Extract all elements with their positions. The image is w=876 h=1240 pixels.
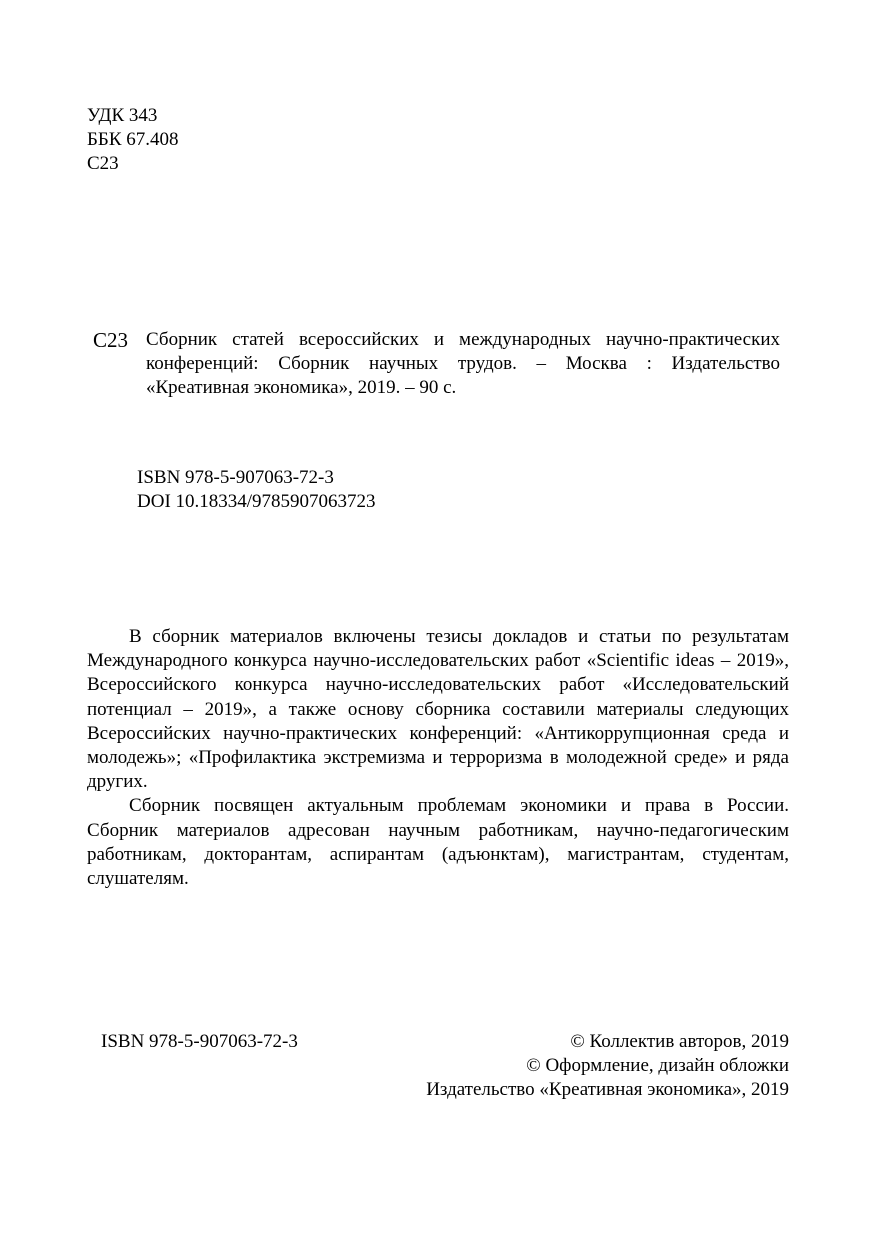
copyright-block — [426, 1030, 789, 1102]
classification-block — [87, 104, 179, 176]
copyright-line: Издательство «Креативная экономика», 2019 — [426, 1079, 789, 1100]
abstract — [87, 625, 789, 891]
bibliographic-entry — [93, 328, 780, 400]
copyright-line: © Коллектив авторов, 2019 — [570, 1031, 789, 1052]
copyright-line: © Оформление, дизайн обложки — [526, 1055, 789, 1076]
abstract-paragraph: Сборник посвящен актуальным проблемам экономики и права в России. Сборник материалов адресован научным работникам, научно-педагогическим работникам, докторантам, аспирантам (адъюнктам), магистрантам, студентам, слушателям. — [87, 795, 789, 890]
udk-code: УДК 343 — [87, 105, 158, 126]
doi-identifier: DOI 10.18334/9785907063723 — [137, 491, 376, 512]
identifiers-block — [137, 466, 376, 514]
isbn-identifier: ISBN 978-5-907063-72-3 — [137, 467, 334, 488]
bbk-code: ББК 67.408 — [87, 129, 179, 150]
abstract-paragraph: В сборник материалов включены тезисы докладов и статьи по результатам Международного конкурса научно-исследовательских работ «Scientific ideas – 2019», Всероссийского конкурса научно-исследовательских работ «Исследовательский потенциал – 2019», а также основу сборника составили материалы следующих Всероссийских научно-практических конференций: «Антикоррупционная среда и молодежь»; «Профилактика экстремизма и терроризма в молодежной среде» и ряда других. — [87, 626, 789, 793]
bibliographic-description: Сборник статей всероссийских и международных научно-практических конференций: Сборник научных трудов. – Москва : Издательство «Креативная экономика», 2019. – 90 с. — [146, 329, 780, 398]
bibliographic-code: С23 — [93, 328, 129, 352]
footer-isbn: ISBN 978-5-907063-72-3 — [101, 1031, 298, 1052]
author-mark: С23 — [87, 153, 119, 174]
